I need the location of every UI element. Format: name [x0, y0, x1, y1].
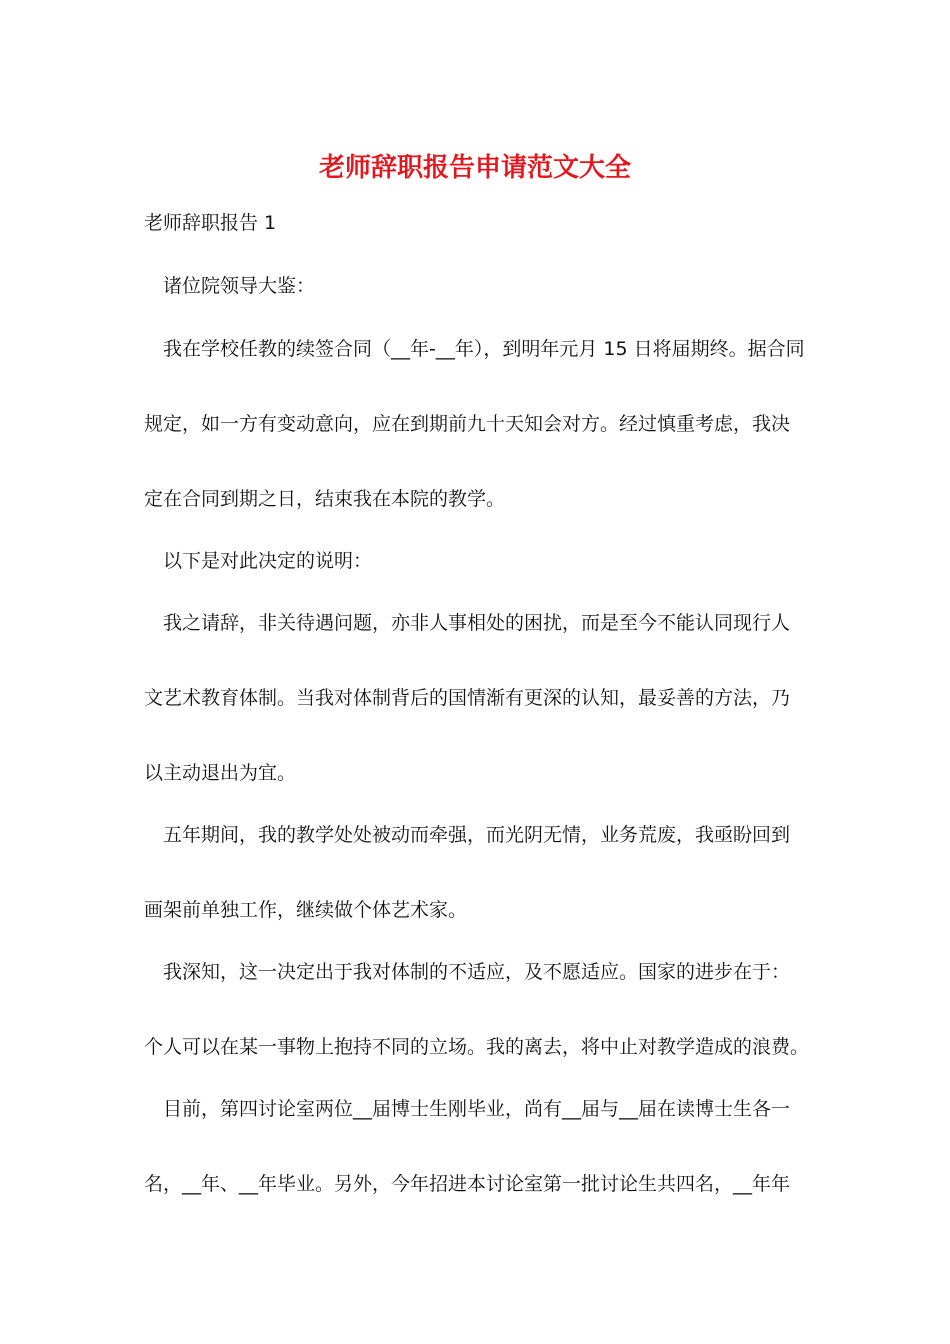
document-title: 老师辞职报告申请范文大全	[318, 153, 631, 183]
paragraph-line: 画架前单独工作，继续做个体艺术家。	[144, 899, 468, 921]
salutation-line: 诸位院领导大鉴：	[163, 275, 316, 297]
paragraph-line: 我之请辞，非关待遇问题，亦非人事相处的困扰，而是至今不能认同现行人	[163, 612, 791, 634]
paragraph-line: 以下是对此决定的说明：	[163, 550, 373, 572]
section-heading: 老师辞职报告 1	[144, 212, 277, 234]
paragraph-line: 我深知，这一决定出于我对体制的不适应，及不愿适应。国家的进步在于：	[163, 961, 791, 983]
paragraph-line: 目前，第四讨论室两位__届博士生刚毕业，尚有__届与__届在读博士生各一	[163, 1098, 791, 1120]
paragraph-line: 定在合同到期之日，结束我在本院的教学。	[144, 488, 506, 510]
paragraph-line: 五年期间，我的教学处处被动而牵强，而光阴无情，业务荒废，我亟盼回到	[163, 824, 791, 846]
paragraph-line: 文艺术教育体制。当我对体制背后的国情渐有更深的认知，最妥善的方法，乃	[144, 687, 791, 709]
paragraph-line: 名，__年、__年毕业。另外，今年招进本讨论室第一批讨论生共四名，__年年	[144, 1173, 791, 1195]
paragraph-line: 规定，如一方有变动意向，应在到期前九十天知会对方。经过慎重考虑，我决	[144, 413, 791, 435]
paragraph-line: 我在学校任教的续签合同（__年-__年），到明年元月 15 日将届期终。据合同	[163, 338, 805, 360]
paragraph-line: 个人可以在某一事物上抱持不同的立场。我的离去，将中止对教学造成的浪费。	[144, 1036, 810, 1058]
paragraph-line: 以主动退出为宜。	[144, 762, 297, 784]
